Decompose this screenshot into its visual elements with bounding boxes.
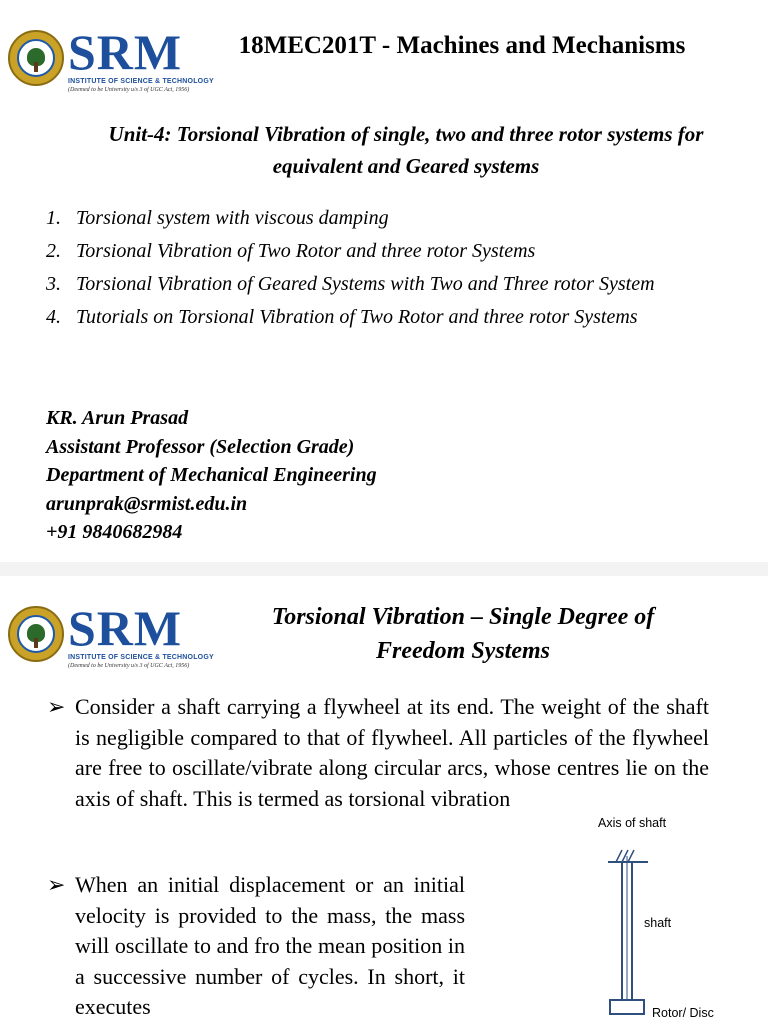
srm-logo-word: SRM [68,24,183,80]
arrow-bullet-icon: ➢ [47,872,66,897]
author-block [46,404,377,547]
author-phone: +91 9840682984 [46,521,183,543]
srm-logo [8,600,214,674]
topic-item: 3. Torsional Vibration of Geared Systems with Two and Three rotor System [46,273,655,295]
author-designation: Assistant Professor (Selection Grade) [46,435,355,458]
rotor-label: Rotor/ Disc [652,1006,714,1020]
author-email[interactable]: arunprak@srmist.edu.in [46,492,248,515]
srm-logo [8,24,214,98]
topic-item: 2. Torsional Vibration of Two Rotor and three rotor Systems [46,240,536,262]
axis-label: Axis of shaft [598,816,667,830]
srm-seal-icon [8,30,64,86]
support-hatch [628,850,634,862]
slide-title-heading: Torsional Vibration – Single Degree of Freedom Systems [271,604,655,664]
bullet-paragraph: ➢ When an initial displacement or an initial velocity is provided to the mass, the mass will oscillate to and fro the mean position in a successive number of cycles. In short, it executes [47,872,465,1019]
bullet-paragraph: ➢ Consider a shaft carrying a flywheel at its end. The weight of the shaft is negligible compared to that of flywheel. All particles of the flywheel are free to oscillate/vibrate along circular arcs, whose centres lie on the axis of shaft. This is termed as torsional vibration [47,694,709,811]
support-hatch [616,850,622,862]
course-title: 18MEC201T - Machines and Mechanisms [238,32,686,59]
author-department: Department of Mechanical Engineering [46,464,377,486]
srm-logo-tagline: (Deemed to be University u/s 3 of UGC Act, 1956) [68,663,190,669]
shaft-label: shaft [644,916,672,930]
author-name: KR. Arun Prasad [46,407,189,429]
page-divider [0,562,768,576]
topic-item: 4. Tutorials on Torsional Vibration of Two Rotor and three rotor Systems [46,306,638,328]
slide-torsional-vibration [0,578,768,1024]
srm-logo-subtitle: INSTITUTE OF SCIENCE & TECHNOLOGY [68,654,214,661]
srm-logo-word: SRM [68,600,183,656]
srm-logo-tagline: (Deemed to be University u/s 3 of UGC Act, 1956) [68,87,190,93]
srm-seal-icon [8,606,64,662]
topic-item: 1. Torsional system with viscous damping [46,207,389,229]
srm-logo-subtitle: INSTITUTE OF SCIENCE & TECHNOLOGY [68,78,214,85]
topic-list [46,204,722,336]
arrow-bullet-icon: ➢ [47,694,66,719]
rotor-disc [610,1000,644,1014]
unit-title: Unit-4: Torsional Vibration of single, two and three rotor systems for equivalent and Geared systems [108,122,704,178]
shaft-rotor-diagram [588,816,738,1026]
